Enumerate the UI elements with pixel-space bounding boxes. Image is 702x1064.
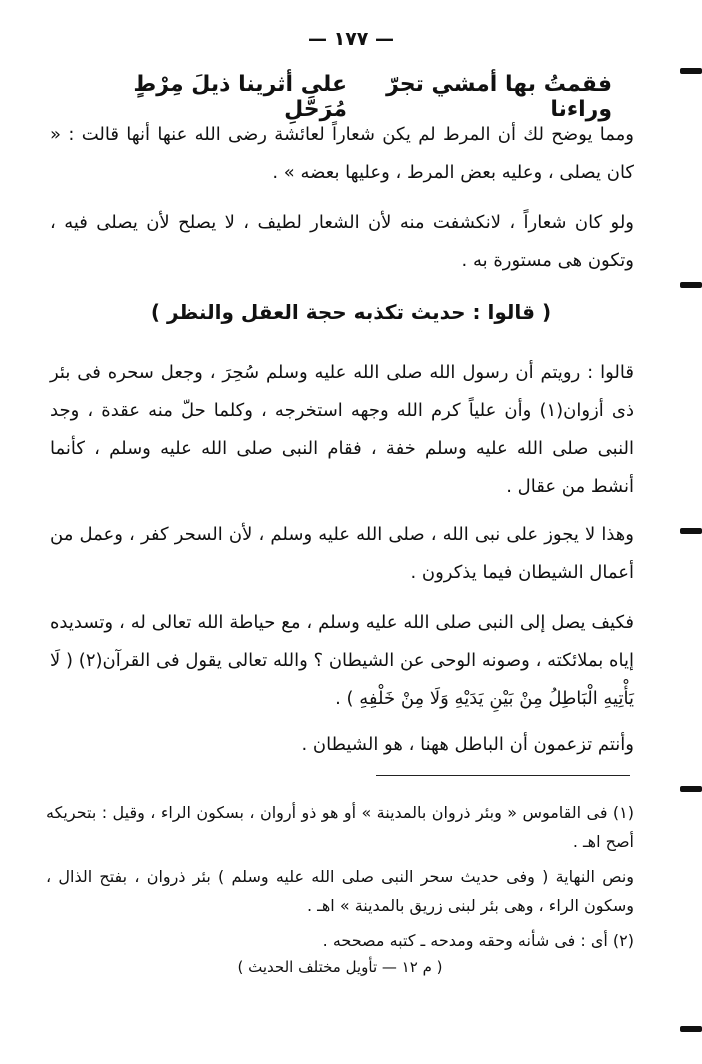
page-footer: ( م ١٢ — تأويل مختلف الحديث ) [237, 958, 443, 976]
paragraph-4 [50, 516, 634, 592]
margin-mark [680, 528, 702, 534]
paragraph-6 [50, 726, 634, 764]
margin-mark [680, 282, 702, 288]
paragraph-text: ولو كان شعاراً ، لانكشفت منه لأن الشعار لطيف ، لا يصلح لأن يصلى فيه ، وتكون هى مستورة به . [50, 212, 634, 271]
margin-mark [680, 68, 702, 74]
paragraph-2 [50, 204, 634, 280]
margin-mark [680, 786, 702, 792]
footnote-divider [376, 775, 630, 776]
page-number: — ١٧٧ — [307, 28, 395, 50]
poetry-verse [92, 72, 612, 122]
verse-second-hemistich: على أثرينا ذيلَ مِرْطٍ مُرَحَّلِ [133, 72, 347, 122]
section-heading: ( قالوا : حديث تكذبه حجة العقل والنظر ) [150, 300, 552, 324]
footnote-text: (٢) أى : فى شأنه وحقه ومدحه ـ كتبه مصححه . [322, 931, 634, 950]
paragraph-1 [50, 116, 634, 192]
paragraph-text: قالوا : رويتم أن رسول الله صلى الله عليه وسلم سُحِرَ ، وجعل سحره فى بئر ذى أزوان(١) وأن علياً كرم الله وجهه استخرجه ، وكلما حلّ منه عقدة ، وجد النبى صلى الله عليه وسلم خفة ، فقام النبى صلى الله عليه وسلم ، كأنما أنشط من عقال . [50, 362, 634, 497]
paragraph-5 [50, 604, 634, 718]
footnote-text: ونص النهاية ( وفى حديث سحر النبى صلى الله عليه وسلم ) بئر ذروان ، بفتح الذال ، وسكون الراء ، وهى بئر لبنى زريق بالمدينة » اهـ . [46, 867, 634, 915]
footnote-2 [46, 926, 634, 955]
paragraph-text: ومما يوضح لك أن المرط لم يكن شعاراً لعائشة رضى الله عنها أنها قالت : « كان يصلى ، وعليه بعض المرط ، وعليها بعضه » . [50, 124, 634, 183]
footnote-1 [46, 798, 634, 856]
margin-mark [680, 1026, 702, 1032]
footnote-text: (١) فى القاموس « وبئر ذروان بالمدينة » أو هو ذو أروان ، بسكون الراء ، وقيل : بتحريكه أصح اهـ . [46, 803, 634, 851]
paragraph-3 [50, 354, 634, 506]
paragraph-text: وأنتم تزعمون أن الباطل ههنا ، هو الشيطان . [301, 734, 634, 755]
verse-first-hemistich: فقمتُ بها أمشي تجرّ وراءنا [386, 72, 612, 122]
paragraph-text: فكيف يصل إلى النبى صلى الله عليه وسلم ، مع حياطة الله تعالى له ، وتسديده إياه بملائكته ، وصونه الوحى عن الشيطان ؟ والله تعالى يقول فى القرآن(٢) ( لَا يَأْتِيهِ الْبَاطِلُ مِنْ بَيْنِ يَدَيْهِ وَلَا مِنْ خَلْفِهِ ) . [50, 612, 634, 709]
footnote-1-continued [46, 862, 634, 920]
paragraph-text: وهذا لا يجوز على نبى الله ، صلى الله عليه وسلم ، لأن السحر كفر ، وعمل من أعمال الشيطان فيما يذكرون . [50, 524, 634, 583]
